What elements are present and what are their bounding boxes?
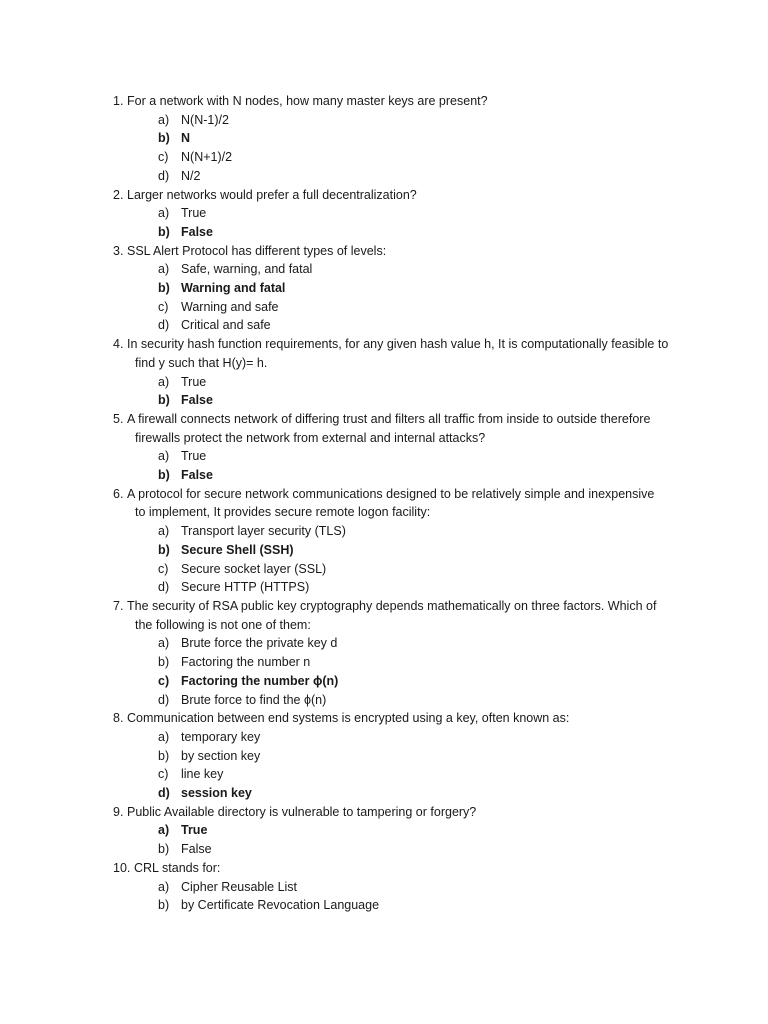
answer-option (113, 560, 713, 579)
question-line (113, 186, 713, 205)
answer-options (113, 373, 713, 410)
question-text: For a network with N nodes, how many master keys are present? (127, 94, 488, 108)
option-text: by Certificate Revocation Language (181, 898, 380, 913)
question-number: 10. (113, 860, 131, 875)
question-line (113, 335, 713, 372)
option-letter: d) (158, 692, 170, 707)
answer-option-correct (113, 223, 713, 242)
answer-option (113, 840, 713, 859)
option-text: False (181, 393, 213, 408)
answer-option-correct (113, 784, 713, 803)
option-letter: a) (158, 206, 170, 221)
option-letter: b) (158, 224, 170, 239)
question-line (113, 597, 713, 634)
answer-option (113, 765, 713, 784)
answer-option (113, 691, 713, 710)
answer-option-correct (113, 541, 713, 560)
option-text: temporary key (181, 729, 261, 744)
option-letter: b) (158, 281, 170, 296)
question-7 (113, 597, 713, 709)
option-text: N(N-1)/2 (181, 112, 229, 127)
option-letter: a) (158, 636, 170, 651)
question-number: 1. (113, 94, 124, 108)
answer-option (113, 653, 713, 672)
option-letter: a) (158, 524, 170, 539)
question-number: 7. (113, 598, 124, 613)
question-line (113, 709, 713, 728)
option-letter: d) (158, 786, 170, 801)
question-3 (113, 242, 713, 336)
option-letter: d) (158, 580, 170, 595)
option-letter: a) (158, 262, 170, 277)
answer-option (113, 373, 713, 392)
answer-option-correct (113, 279, 713, 298)
answer-options (113, 204, 713, 241)
option-text: Factoring the number ϕ(n) (181, 673, 339, 688)
option-text: Brute force the private key d (181, 636, 338, 651)
answer-option (113, 111, 713, 130)
question-5 (113, 410, 713, 485)
option-letter: a) (158, 879, 170, 894)
answer-option (113, 522, 713, 541)
option-text: Critical and safe (181, 318, 271, 333)
option-text: True (181, 374, 207, 389)
option-letter: b) (158, 542, 170, 557)
option-text: N/2 (181, 168, 201, 183)
question-text: Larger networks would prefer a full decentralization? (127, 187, 417, 202)
option-text: Brute force to find the ϕ(n) (181, 692, 327, 707)
question-4 (113, 335, 713, 410)
option-text: True (181, 823, 208, 838)
question-text: The security of RSA public key cryptography depends mathematically on three factors. Which of the following is not one of them: (127, 598, 657, 632)
question-number: 6. (113, 486, 124, 501)
option-text: Safe, warning, and fatal (181, 262, 313, 277)
question-text: In security hash function requirements, for any given hash value h, It is computationally feasible to find y such that H(y)= h. (127, 337, 669, 370)
question-text: SSL Alert Protocol has different types of levels: (127, 243, 387, 258)
option-text: Warning and safe (181, 299, 279, 314)
question-6 (113, 485, 713, 597)
option-text: Cipher Reusable List (181, 879, 298, 894)
answer-options (113, 522, 713, 597)
answer-options (113, 447, 713, 484)
option-text: N (181, 131, 191, 146)
question-number: 4. (113, 337, 124, 352)
answer-option (113, 634, 713, 653)
question-line (113, 242, 713, 261)
question-number: 9. (113, 804, 124, 819)
answer-option (113, 878, 713, 897)
question-number: 5. (113, 411, 124, 426)
option-letter: b) (158, 131, 170, 146)
answer-option (113, 260, 713, 279)
answer-option-correct (113, 129, 713, 148)
answer-option-correct (113, 391, 713, 410)
option-letter: a) (158, 729, 170, 744)
option-text: N(N+1)/2 (181, 150, 233, 165)
answer-option-correct (113, 672, 713, 691)
option-text: False (181, 224, 213, 239)
option-text: True (181, 206, 207, 221)
option-letter: c) (158, 561, 169, 576)
option-text: Secure socket layer (SSL) (181, 561, 327, 576)
answer-option (113, 298, 713, 317)
question-9 (113, 803, 713, 859)
question-text: A protocol for secure network communications designed to be relatively simple and inexpensive to implement, It provides secure remote logon facility: (127, 486, 655, 520)
question-1 (113, 92, 713, 186)
answer-option (113, 896, 713, 915)
question-text: Public Available directory is vulnerable to tampering or forgery? (127, 804, 477, 819)
answer-option (113, 578, 713, 597)
option-letter: b) (158, 748, 170, 763)
answer-options (113, 821, 713, 858)
question-number: 3. (113, 243, 124, 258)
question-number: 8. (113, 711, 124, 726)
question-line (113, 485, 713, 522)
question-10 (113, 859, 713, 915)
option-text: Secure HTTP (HTTPS) (181, 580, 310, 595)
option-letter: c) (158, 150, 169, 165)
answer-option (113, 447, 713, 466)
answer-options (113, 634, 713, 709)
question-line (113, 92, 713, 111)
answer-option (113, 747, 713, 766)
option-text: line key (181, 767, 224, 782)
option-text: session key (181, 786, 252, 801)
answer-options (113, 111, 713, 186)
option-letter: a) (158, 374, 170, 389)
question-text: A firewall connects network of differing trust and filters all traffic from inside to outside therefore firewalls protect the network from external and internal attacks? (127, 411, 651, 445)
answer-option (113, 728, 713, 747)
option-letter: c) (158, 299, 169, 314)
quiz-question-list (113, 92, 713, 915)
option-text: Warning and fatal (181, 281, 286, 296)
answer-option-correct (113, 821, 713, 840)
option-letter: d) (158, 168, 170, 183)
option-letter: a) (158, 112, 170, 127)
question-line (113, 859, 713, 878)
option-letter: a) (158, 823, 170, 838)
question-text: CRL stands for: (134, 860, 221, 875)
option-letter: c) (158, 673, 170, 688)
answer-option (113, 167, 713, 186)
question-2 (113, 186, 713, 242)
answer-options (113, 260, 713, 335)
question-8 (113, 709, 713, 803)
option-text: False (181, 468, 213, 483)
option-letter: b) (158, 468, 170, 483)
question-number: 2. (113, 187, 124, 202)
question-text: Communication between end systems is encrypted using a key, often known as: (127, 711, 570, 726)
option-letter: b) (158, 842, 170, 857)
answer-options (113, 878, 713, 915)
option-letter: a) (158, 449, 170, 464)
option-text: Factoring the number n (181, 655, 311, 670)
option-letter: c) (158, 767, 169, 782)
option-text: True (181, 449, 207, 464)
answer-options (113, 728, 713, 803)
option-letter: b) (158, 898, 170, 913)
option-letter: d) (158, 318, 170, 333)
answer-option (113, 204, 713, 223)
question-line (113, 803, 713, 822)
question-line (113, 410, 713, 447)
answer-option (113, 148, 713, 167)
answer-option-correct (113, 466, 713, 485)
option-text: by section key (181, 748, 261, 763)
option-letter: b) (158, 393, 170, 408)
option-text: Secure Shell (SSH) (181, 542, 294, 557)
option-text: False (181, 842, 212, 857)
option-text: Transport layer security (TLS) (181, 524, 346, 539)
option-letter: b) (158, 655, 170, 670)
answer-option (113, 316, 713, 335)
